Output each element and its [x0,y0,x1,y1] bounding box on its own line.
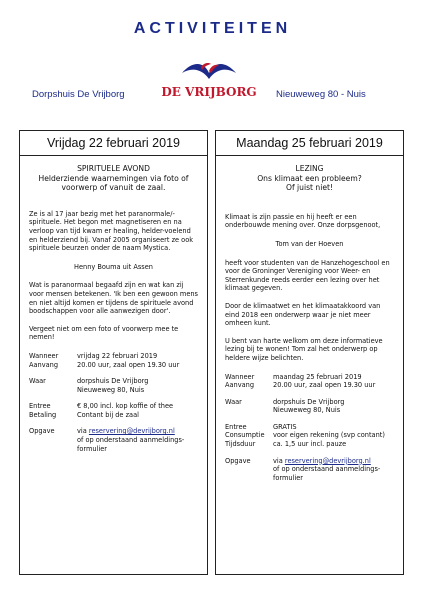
page-title: ACTIVITEITEN [133,20,292,37]
event-subtitle-1: Ons klimaat een probleem? [257,173,362,183]
reservation-email-link[interactable]: reservering@devrijborg.nl [88,427,175,436]
venue-name: Dorpshuis De Vrijborg [32,89,125,100]
value-opgave-rest: of op onderstaand aanmeldings-formulier [77,436,185,453]
event-subtitle: Helderziende waarnemingen via foto of voorwerp of vanuit de zaal. [38,173,189,193]
label-entree: Entree [29,402,51,411]
event-panel-left [19,130,208,575]
value-entree: GRATIS [273,422,297,431]
event-description-1: Ze is al 17 jaar bezig met het paranormale/-spirituele. Het begon met magnetiseren en na verloop van tijd kwam er healing, helder-voelend en helderziend bij. Vanaf 2005 organiseert ze ook spirituele beurzen onder de naam Mystica. [29,209,194,253]
event-description-3: Door de klimaatwet en het klimaatakkoord van eind 2018 een onderwerp waar je niet meer omheen kunt. [225,301,381,328]
label-betaling: Betaling [29,410,57,419]
value-opgave-rest: of op onderstaand aanmeldings-formulier [273,465,381,482]
event-subtitle-2: Of juist niet! [285,183,334,193]
event-date-heading: Maandag 25 februari 2019 [216,131,403,156]
reservation-email-link[interactable]: reservering@devrijborg.nl [284,456,371,465]
label-waar: Waar [225,397,242,406]
vrijborg-logo [161,55,257,105]
event-description-1: Klimaat is zijn passie en hij heeft er een onderbouwde mening over. Onze dorpsgenoot, [225,212,381,230]
value-wanneer: vrijdag 22 februari 2019 [77,351,158,360]
value-betaling: Contant bij de zaal [77,410,139,419]
label-waar: Waar [29,377,46,386]
value-consumptie: voor eigen rekening (svp contant) [273,431,385,440]
value-waar: dorpshuis De Vrijborg [273,397,345,406]
label-aanvang: Aanvang [29,360,59,369]
event-title: LEZING [295,164,324,173]
label-entree: Entree [225,422,247,431]
speaker-name: Tom van der Hoeven [275,239,344,248]
event-description-3: Vergeet niet om een foto of voorwerp mee te nemen! [29,324,179,342]
value-address: Nieuweweg 80, Nuis [77,385,145,394]
label-tijdsduur: Tijdsduur [225,440,256,449]
venue-address: Nieuweweg 80 - Nuis [276,89,366,100]
event-date-heading: Vrijdag 22 februari 2019 [20,131,207,156]
value-entree: € 8,00 incl. kop koffie of thee [77,402,174,411]
label-consumptie: Consumptie [225,431,265,440]
value-aanvang: 20.00 uur, zaal open 19.30 uur [77,360,180,369]
value-tijdsduur: ca. 1,5 uur incl. pauze [273,440,347,449]
value-wanneer: maandag 25 februari 2019 [273,372,362,381]
svg-text:DE VRIJBORG: DE VRIJBORG [161,85,257,99]
event-description-2: Wat is paranormaal begaafd zijn en wat kan zij voor mensen betekenen. 'Ik ben een gewoon mens en niet altijd komen er tijdens de spirituele avond boodschappen voor alle aanwezigen door'. [29,281,198,316]
label-opgave: Opgave [29,427,55,436]
value-address: Nieuweweg 80, Nuis [273,406,341,415]
value-waar: dorpshuis De Vrijborg [77,377,149,386]
opgave-prefix: via [77,427,89,436]
event-description-2: heeft voor studenten van de Hanzehogeschool en voor de Groninger Vereniging voor Weer- en Sterrenkunde reeds eerder een lezing over het klimaat gegeven. [225,258,390,293]
label-aanvang: Aanvang [225,381,255,390]
speaker-name: Henny Bouma uit Assen [74,262,153,271]
value-aanvang: 20.00 uur, zaal open 19.30 uur [273,381,376,390]
label-opgave: Opgave [225,456,251,465]
event-title: SPIRITUELE AVOND [77,164,150,173]
event-description-4: U bent van harte welkom om deze informatieve lezing bij te wonen! Tom zal het onderwerp op heldere wijze belichten. [225,336,383,362]
opgave-prefix: via [273,456,285,465]
event-panel-right [215,130,404,575]
label-wanneer: Wanneer [225,372,255,381]
label-wanneer: Wanneer [29,351,59,360]
